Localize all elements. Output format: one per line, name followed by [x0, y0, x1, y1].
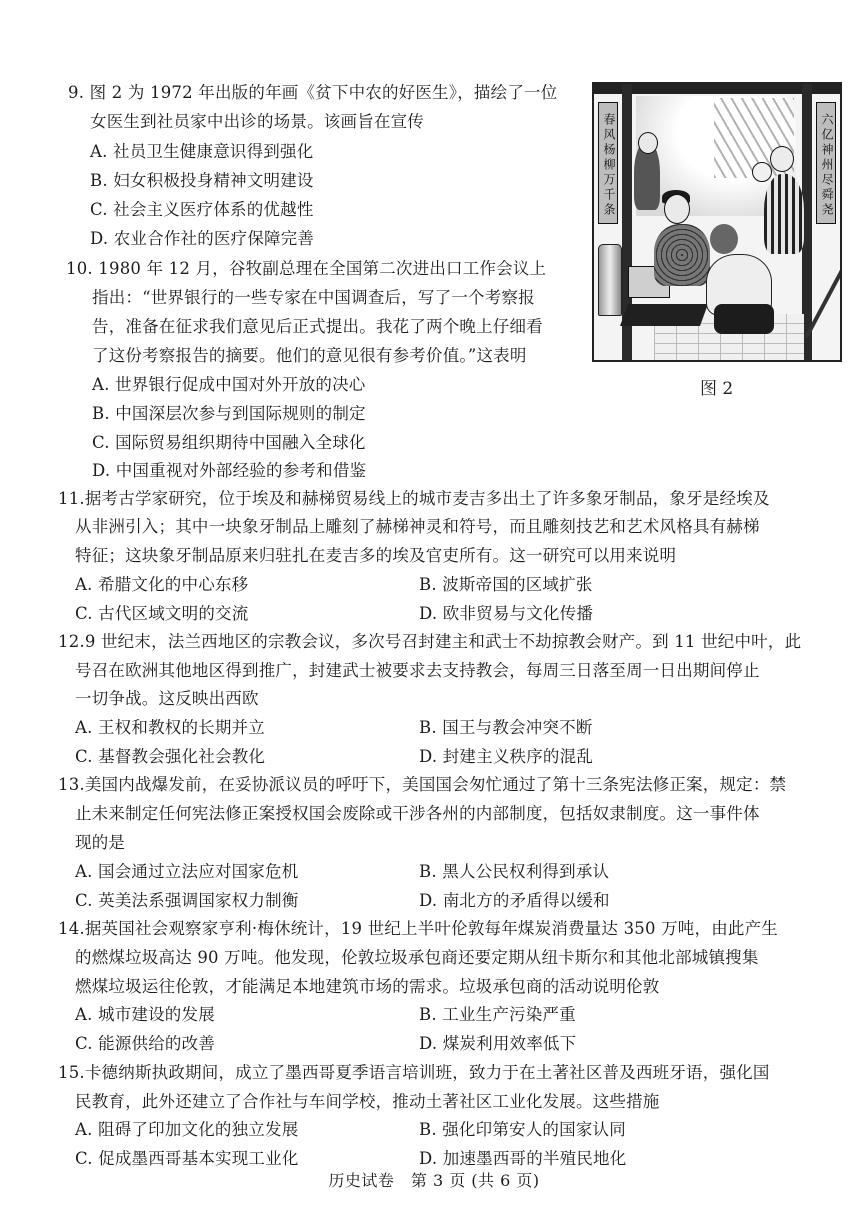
question-15-option-d[interactable]: D. 加速墨西哥的半殖民地化	[419, 1149, 627, 1168]
question-12-option-d[interactable]: D. 封建主义秩序的混乱	[419, 747, 594, 766]
question-13-stem-line-3: 现的是	[75, 833, 126, 852]
doctor-legs	[714, 304, 774, 334]
seated-woman-figure	[654, 224, 710, 286]
couplet-left: 春风杨柳万千条	[598, 102, 618, 224]
question-number: 10.	[66, 259, 93, 278]
question-10-stem-line-1	[66, 259, 546, 279]
question-15-stem-line-2: 民教育，此外还建立了合作社与车间学校，推动土著社区工业化发展。这些措施	[75, 1092, 660, 1111]
question-9-option-c[interactable]: C. 社会主义医疗体系的优越性	[90, 200, 314, 219]
question-9-option-d[interactable]: D. 农业合作社的医疗保障完善	[90, 229, 315, 248]
question-14-stem-line-3: 燃煤垃圾运往伦敦，才能满足本地建筑市场的需求。垃圾承包商的活动说明伦敦	[75, 977, 660, 996]
page-footer: 历史试卷 第 3 页 (共 6 页)	[328, 1171, 540, 1190]
question-9-stem-line-1	[68, 83, 557, 103]
question-10-stem-line-2: 指出：“世界银行的一些专家在中国调查后，写了一个考察报	[92, 288, 535, 307]
question-14-stem-line-2: 的燃煤垃圾高达 90 万吨。他发现，伦敦垃圾承包商还要定期从纽卡斯尔和其他北部城镇搜集	[75, 948, 759, 967]
mother-head	[770, 146, 794, 172]
question-9-stem-line-2: 女医生到社员家中出诊的场景。该画旨在宣传	[90, 112, 424, 131]
stem-text: 据考古学家研究，位于埃及和赫梯贸易线上的城市麦吉多出土了许多象牙制品，象牙是经埃及	[84, 489, 770, 508]
question-10-option-c[interactable]: C. 国际贸易组织期待中国融入全球化	[92, 433, 366, 452]
question-12-option-a[interactable]: A. 王权和教权的长期并立	[75, 718, 266, 737]
question-10-option-d[interactable]: D. 中国重视对外部经验的参考和借鉴	[92, 461, 367, 480]
question-10-stem-line-3: 告，准备在征求我们意见后正式提出。我花了两个晚上仔细看	[92, 317, 543, 336]
bench	[620, 304, 708, 326]
question-14-option-a[interactable]: A. 城市建设的发展	[75, 1005, 215, 1024]
question-11-stem-line-1	[58, 489, 770, 509]
question-15-option-a[interactable]: A. 阻碍了印加文化的独立发展	[75, 1120, 299, 1139]
figure-2-illustration	[592, 82, 842, 362]
question-number: 13.	[58, 775, 85, 794]
figure-caption: 图 2	[700, 379, 734, 399]
question-13-option-c[interactable]: C. 英美法系强调国家权力制衡	[75, 891, 299, 910]
stem-text: 图 2 为 1972 年出版的年画《贫下中农的好医生》，描绘了一位	[89, 83, 558, 102]
question-10-option-b[interactable]: B. 中国深层次参与到国际规则的制定	[92, 404, 366, 423]
question-number: 15.	[58, 1063, 85, 1082]
question-15-option-b[interactable]: B. 强化印第安人的国家认同	[419, 1120, 626, 1139]
question-13-stem-line-2: 止未来制定任何宪法修正案授权国会废除或干涉各州的内部制度，包括奴隶制度。这一事件体	[75, 804, 760, 823]
question-11-option-b[interactable]: B. 波斯帝国的区域扩张	[419, 575, 593, 594]
baby-figure	[752, 162, 772, 182]
question-12-stem-line-3: 一切争战。这反映出西欧	[75, 689, 259, 708]
question-number: 12.	[58, 632, 85, 651]
question-11-option-d[interactable]: D. 欧非贸易与文化传播	[419, 604, 594, 623]
question-12-option-c[interactable]: C. 基督教会强化社会教化	[75, 747, 266, 766]
question-11-stem-line-2: 从非洲引入；其中一块象牙制品上雕刻了赫梯神灵和符号，而且雕刻技艺和艺术风格具有赫梯	[75, 517, 760, 536]
question-13-stem-line-1	[58, 775, 786, 795]
question-15-stem-line-1	[58, 1063, 770, 1083]
question-number: 11.	[58, 489, 85, 508]
question-14-option-b[interactable]: B. 工业生产污染严重	[419, 1005, 576, 1024]
question-14-option-d[interactable]: D. 煤炭利用效率低下	[419, 1034, 577, 1053]
doctor-head	[710, 224, 738, 254]
question-number: 9.	[68, 83, 85, 102]
thermos-flask	[598, 244, 622, 316]
question-9-option-b[interactable]: B. 妇女积极投身精神文明建设	[90, 171, 314, 190]
stem-text: 据英国社会观察家亨利·梅休统计，19 世纪上半叶伦敦每年煤炭消费量达 350 万吨，由此产生	[84, 919, 779, 938]
question-10-stem-line-4: 了这份考察报告的摘要。他们的意见很有参考价值。”这表明	[92, 346, 527, 365]
stem-text: 美国内战爆发前，在妥协派议员的呼吁下，美国国会匆忙通过了第十三条宪法修正案，规定：禁	[84, 775, 787, 794]
question-14-stem-line-1	[58, 919, 778, 939]
stem-text: 1980 年 12 月，谷牧副总理在全国第二次进出口工作会议上	[98, 259, 547, 278]
question-10-option-a[interactable]: A. 世界银行促成中国对外开放的决心	[92, 375, 366, 394]
question-14-option-c[interactable]: C. 能源供给的改善	[75, 1034, 216, 1053]
villager-head	[638, 132, 658, 154]
seated-woman-head	[664, 194, 690, 224]
question-13-option-a[interactable]: A. 国会通过立法应对国家危机	[75, 862, 299, 881]
question-11-stem-line-3: 特征；这块象牙制品原来归驻扎在麦吉多的埃及官吏所有。这一研究可以用来说明	[75, 546, 677, 565]
question-13-option-b[interactable]: B. 黑人公民权利得到承认	[419, 862, 610, 881]
question-11-option-c[interactable]: C. 古代区域文明的交流	[75, 604, 249, 623]
question-9-option-a[interactable]: A. 社员卫生健康意识得到强化	[90, 142, 314, 161]
question-13-option-d[interactable]: D. 南北方的矛盾得以缓和	[419, 891, 610, 910]
question-15-option-c[interactable]: C. 促成墨西哥基本实现工业化	[75, 1149, 299, 1168]
question-12-stem-line-2: 号召在欧洲其他地区得到推广，封建武士被要求去支持教会，每周三日落至周一日出期间停止	[75, 661, 760, 680]
stem-text: 卡德纳斯执政期间，成立了墨西哥夏季语言培训班，致力于在土著社区普及西班牙语，强化国	[84, 1063, 770, 1082]
question-12-option-b[interactable]: B. 国王与教会冲突不断	[419, 718, 593, 737]
mother-figure	[764, 174, 804, 254]
question-11-option-a[interactable]: A. 希腊文化的中心东移	[75, 575, 249, 594]
question-12-stem-line-1	[58, 632, 801, 652]
stem-text: 9 世纪末，法兰西地区的宗教会议，多次号召封建主和武士不劫掠教会财产。到 11 世纪中叶，此	[84, 632, 802, 651]
question-number: 14.	[58, 919, 85, 938]
couplet-right: 六亿神州尽舜尧	[816, 102, 836, 224]
